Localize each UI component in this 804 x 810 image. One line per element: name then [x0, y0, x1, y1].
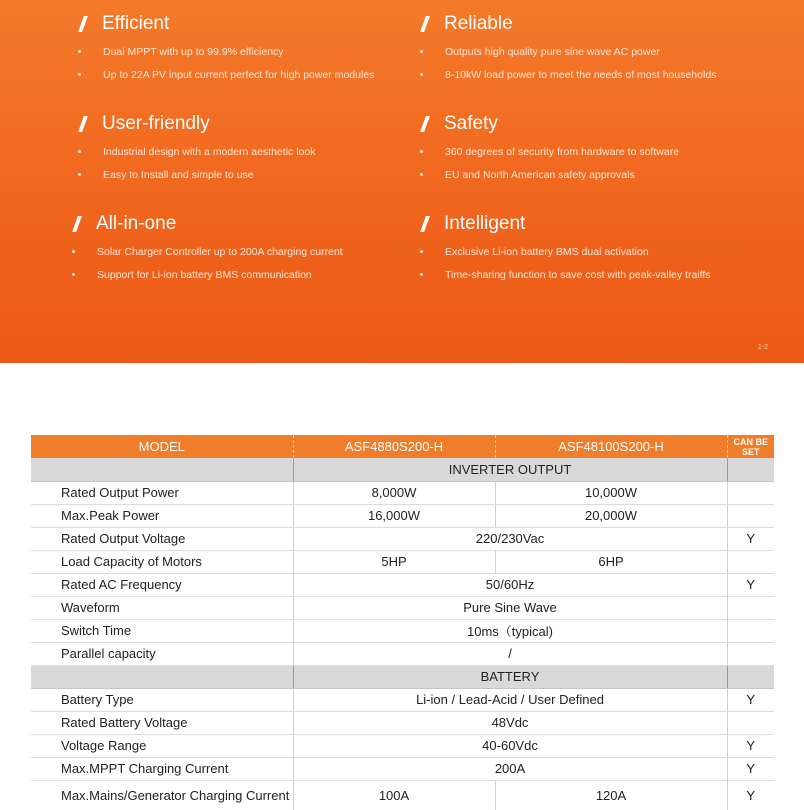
slash-icon — [72, 216, 82, 232]
table-row — [31, 527, 774, 550]
cell-value: / — [293, 642, 727, 665]
cell-value: 40-60Vdc — [293, 734, 727, 757]
table-header-row — [31, 435, 774, 458]
feature-bullet: EU and North American safety approvals — [420, 167, 780, 190]
cell-model-a: 8,000W — [293, 481, 495, 504]
feature-efficient — [78, 12, 438, 90]
feature-bullet: Solar Charger Controller up to 200A charging current — [72, 244, 432, 267]
feature-title: User-friendly — [102, 113, 210, 134]
cell-model-a: 100A — [293, 780, 495, 810]
table-row — [31, 780, 774, 810]
feature-safety — [420, 112, 780, 190]
section-row — [31, 665, 774, 688]
table-row — [31, 688, 774, 711]
cell-value: 220/230Vac — [293, 527, 727, 550]
cell-can-be-set: Y — [727, 757, 774, 780]
feature-intelligent — [420, 212, 780, 290]
cell-can-be-set — [727, 596, 774, 619]
cell-can-be-set — [727, 504, 774, 527]
feature-bullet: 360 degrees of security from hardware to software — [420, 144, 780, 167]
cell-can-be-set — [727, 642, 774, 665]
slash-icon — [420, 116, 430, 132]
table-row — [31, 757, 774, 780]
row-label: Max.Mains/Generator Charging Current — [31, 780, 293, 810]
cell-model-b: 6HP — [495, 550, 727, 573]
row-label: Rated Output Voltage — [31, 527, 293, 550]
cell-can-be-set: Y — [727, 734, 774, 757]
table-row — [31, 481, 774, 504]
cell-model-a: 5HP — [293, 550, 495, 573]
row-label: Rated Output Power — [31, 481, 293, 504]
row-label: Max.MPPT Charging Current — [31, 757, 293, 780]
cell-can-be-set: Y — [727, 688, 774, 711]
page-number: 1-2 — [757, 344, 768, 351]
table-row — [31, 550, 774, 573]
cell-value: 10ms（typical) — [293, 619, 727, 642]
slash-icon — [420, 216, 430, 232]
cell-model-a: 16,000W — [293, 504, 495, 527]
cell-can-be-set — [727, 481, 774, 504]
feature-title: Reliable — [444, 13, 513, 34]
table-row — [31, 619, 774, 642]
feature-bullet: Easy to Install and simple to use — [78, 167, 438, 190]
table-row — [31, 596, 774, 619]
row-label: Rated Battery Voltage — [31, 711, 293, 734]
table-row — [31, 642, 774, 665]
row-label: Battery Type — [31, 688, 293, 711]
feature-bullet: Support for Li-ion battery BMS communication — [72, 267, 432, 290]
feature-title: Intelligent — [444, 213, 526, 234]
cell-can-be-set — [727, 550, 774, 573]
cell-can-be-set — [727, 619, 774, 642]
cell-can-be-set: Y — [727, 527, 774, 550]
slash-icon — [78, 16, 88, 32]
cell-model-b: 120A — [495, 780, 727, 810]
cell-value: Li-ion / Lead-Acid / User Defined — [293, 688, 727, 711]
row-label: Load Capacity of Motors — [31, 550, 293, 573]
feature-bullet: Industrial design with a modern aesthetic look — [78, 144, 438, 167]
row-label: Waveform — [31, 596, 293, 619]
feature-all-in-one — [72, 212, 432, 290]
feature-title: All-in-one — [96, 213, 177, 234]
cell-value: Pure Sine Wave — [293, 596, 727, 619]
feature-bullet: Exclusive Li-ion battery BMS dual activation — [420, 244, 780, 267]
header-model-b: ASF48100S200-H — [495, 435, 727, 458]
slash-icon — [420, 16, 430, 32]
row-label: Switch Time — [31, 619, 293, 642]
feature-bullet: Outputs high quality pure sine wave AC power — [420, 44, 780, 67]
feature-bullet: Up to 22A PV input current perfect for high power modules — [78, 67, 438, 90]
row-label: Voltage Range — [31, 734, 293, 757]
cell-model-b: 10,000W — [495, 481, 727, 504]
feature-bullet: Time-sharing function to save cost with peak-valley traiffs — [420, 267, 780, 290]
row-label: Parallel capacity — [31, 642, 293, 665]
feature-bullet: Dual MPPT with up to 99.9% efficiency — [78, 44, 438, 67]
cell-value: 200A — [293, 757, 727, 780]
table-row — [31, 711, 774, 734]
header-model-a: ASF4880S200-H — [293, 435, 495, 458]
feature-bullet: 8-10kW load power to meet the needs of most households — [420, 67, 780, 90]
cell-value: 48Vdc — [293, 711, 727, 734]
header-model: MODEL — [31, 435, 293, 458]
cell-model-b: 20,000W — [495, 504, 727, 527]
feature-title: Safety — [444, 113, 498, 134]
table-row — [31, 734, 774, 757]
cell-can-be-set — [727, 711, 774, 734]
header-can-be-set: CAN BE SET — [727, 435, 774, 458]
feature-title: Efficient — [102, 13, 170, 34]
table-row — [31, 573, 774, 596]
features-banner — [0, 0, 804, 363]
feature-reliable — [420, 12, 780, 90]
cell-value: 50/60Hz — [293, 573, 727, 596]
section-title: BATTERY — [293, 665, 727, 688]
row-label: Max.Peak Power — [31, 504, 293, 527]
slash-icon — [78, 116, 88, 132]
spec-table — [31, 435, 774, 810]
section-title: INVERTER OUTPUT — [293, 458, 727, 481]
cell-can-be-set: Y — [727, 780, 774, 810]
cell-can-be-set: Y — [727, 573, 774, 596]
feature-user-friendly — [78, 112, 438, 190]
section-row — [31, 458, 774, 481]
table-row — [31, 504, 774, 527]
row-label: Rated AC Frequency — [31, 573, 293, 596]
